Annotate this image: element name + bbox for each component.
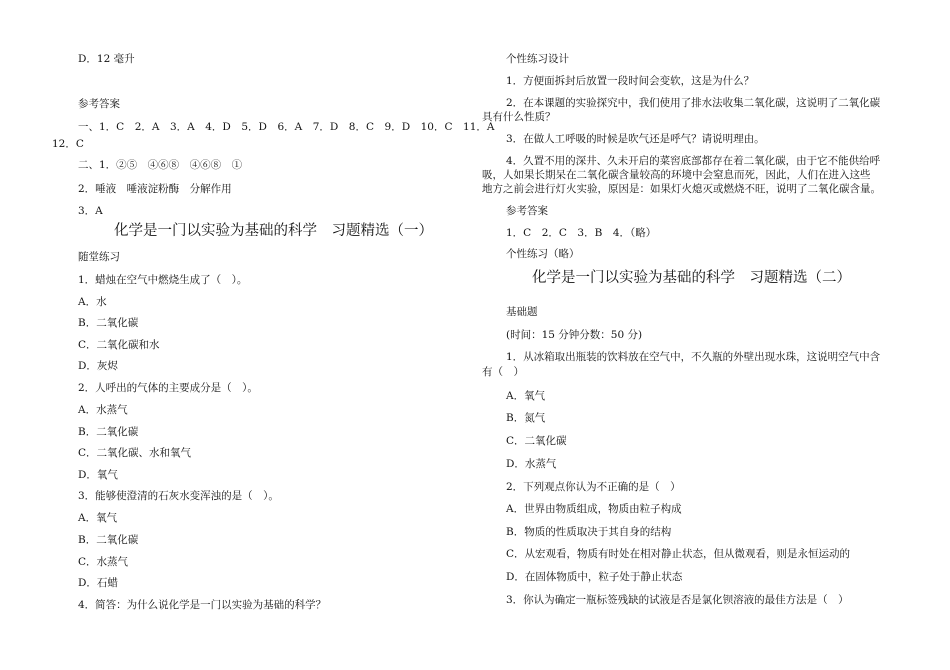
answer-line-4: 3．A [78, 205, 103, 217]
answer-key-right: 1．C 2．C 3．B 4．（略） [506, 227, 657, 239]
answer-key-heading: 参考答案 [78, 98, 120, 110]
question-2: 2．人呼出的气体的主要成分是（ ）。 [78, 382, 258, 394]
q2-option-c: C．二氧化碳、水和氧气 [78, 447, 192, 459]
answer-key-heading-right: 参考答案 [506, 205, 548, 217]
section-title-2: 化学是一门以实验为基础的科学 习题精选（二） [532, 270, 851, 286]
q3-option-a: A．氧气 [78, 512, 118, 524]
q3-option-d: D．石蜡 [78, 577, 118, 589]
design-heading: 个性练习设计 [506, 53, 569, 65]
r-q2-option-a: A．世界由物质组成，物质由粒子构成 [506, 503, 682, 515]
r-q1-option-b: B．氮气 [506, 412, 546, 424]
question-2-right: 2．下列观点你认为不正确的是（ ） [506, 481, 681, 493]
answer-line-1-cont: 12．C [52, 138, 84, 150]
q2-option-b: B．二氧化碳 [78, 426, 139, 438]
r-q2-option-b: B．物质的性质取决于其自身的结构 [506, 526, 672, 538]
r-q2-option-d: D．在固体物质中，粒子处于静止状态 [506, 571, 683, 583]
design-question-4: 4．久置不用的深井、久未开启的菜窖底部都存在着二氧化碳，由于它不能供给呼 [506, 155, 881, 167]
answer-line-2: 二、1．②⑤ ④⑥⑧ ④⑥⑧ ① [78, 159, 243, 171]
q3-option-c: C．水蒸气 [78, 556, 129, 568]
q2-option-a: A．水蒸气 [78, 404, 128, 416]
basic-heading: 基础题 [506, 306, 538, 318]
question-3-right: 3．你认为确定一瓶标签残缺的试液是否是氯化钡溶液的最佳方法是（ ） [506, 594, 849, 606]
design-question-3: 3．在做人工呼吸的时候是吹气还是呼气？请说明理由。 [506, 133, 765, 145]
r-q1-option-c: C．二氧化碳 [506, 435, 567, 447]
r-q1-option-a: A．氧气 [506, 390, 546, 402]
q3-option-b: B．二氧化碳 [78, 534, 139, 546]
q1-option-c: C．二氧化碳和水 [78, 339, 160, 351]
design-question-2-cont: 具有什么性质？ [482, 111, 556, 123]
answer-line-1: 一、1．C 2．A 3．A 4．D 5．D 6．A 7．D 8．C 9．D 10．C 11．A [78, 121, 495, 133]
q2-option-d: D．氧气 [78, 469, 118, 481]
option-d-12ml: D．12 毫升 [78, 53, 135, 65]
q1-option-d: D．灰烬 [78, 360, 118, 372]
design-question-1: 1．方便面拆封后放置一段时间会变软，这是为什么？ [506, 75, 755, 87]
time-score: (时间：15 分钟分数：50 分) [506, 329, 643, 341]
question-1: 1．蜡烛在空气中燃烧生成了（ ）。 [78, 274, 248, 286]
r-q2-option-c: C．从宏观看，物质有时处在相对静止状态，但从微观看，则是永恒运动的 [506, 548, 851, 560]
design-question-2: 2．在本课题的实验探究中，我们使用了排水法收集二氧化碳，这说明了二氧化碳 [506, 97, 881, 109]
design-question-4-cont-2: 地方之前会进行灯火实验，原因是：如果灯火熄灭或燃烧不旺，说明了二氧化碳含量。 [482, 183, 881, 195]
practice-note: 个性练习（略） [506, 248, 580, 260]
r-q1-option-d: D．水蒸气 [506, 458, 557, 470]
question-1-right: 1．从冰箱取出瓶装的饮料放在空气中，不久瓶的外壁出现水珠，这说明空气中含 [506, 351, 881, 363]
design-question-4-cont-1: 吸，人如果长期呆在二氧化碳含量较高的环境中会窒息而死，因此，人们在进入这些 [482, 169, 871, 181]
practice-heading: 随堂练习 [78, 251, 120, 263]
question-4: 4．简答：为什么说化学是一门以实验为基础的科学？ [78, 599, 327, 611]
answer-line-3: 2．唾液 唾液淀粉酶 分解作用 [78, 183, 232, 195]
q1-option-a: A．水 [78, 296, 107, 308]
section-title-1: 化学是一门以实验为基础的科学 习题精选（一） [114, 223, 433, 239]
question-3: 3．能够使澄清的石灰水变浑浊的是（ ）。 [78, 490, 279, 502]
question-1-right-cont: 有（ ） [482, 366, 524, 378]
q1-option-b: B．二氧化碳 [78, 317, 139, 329]
